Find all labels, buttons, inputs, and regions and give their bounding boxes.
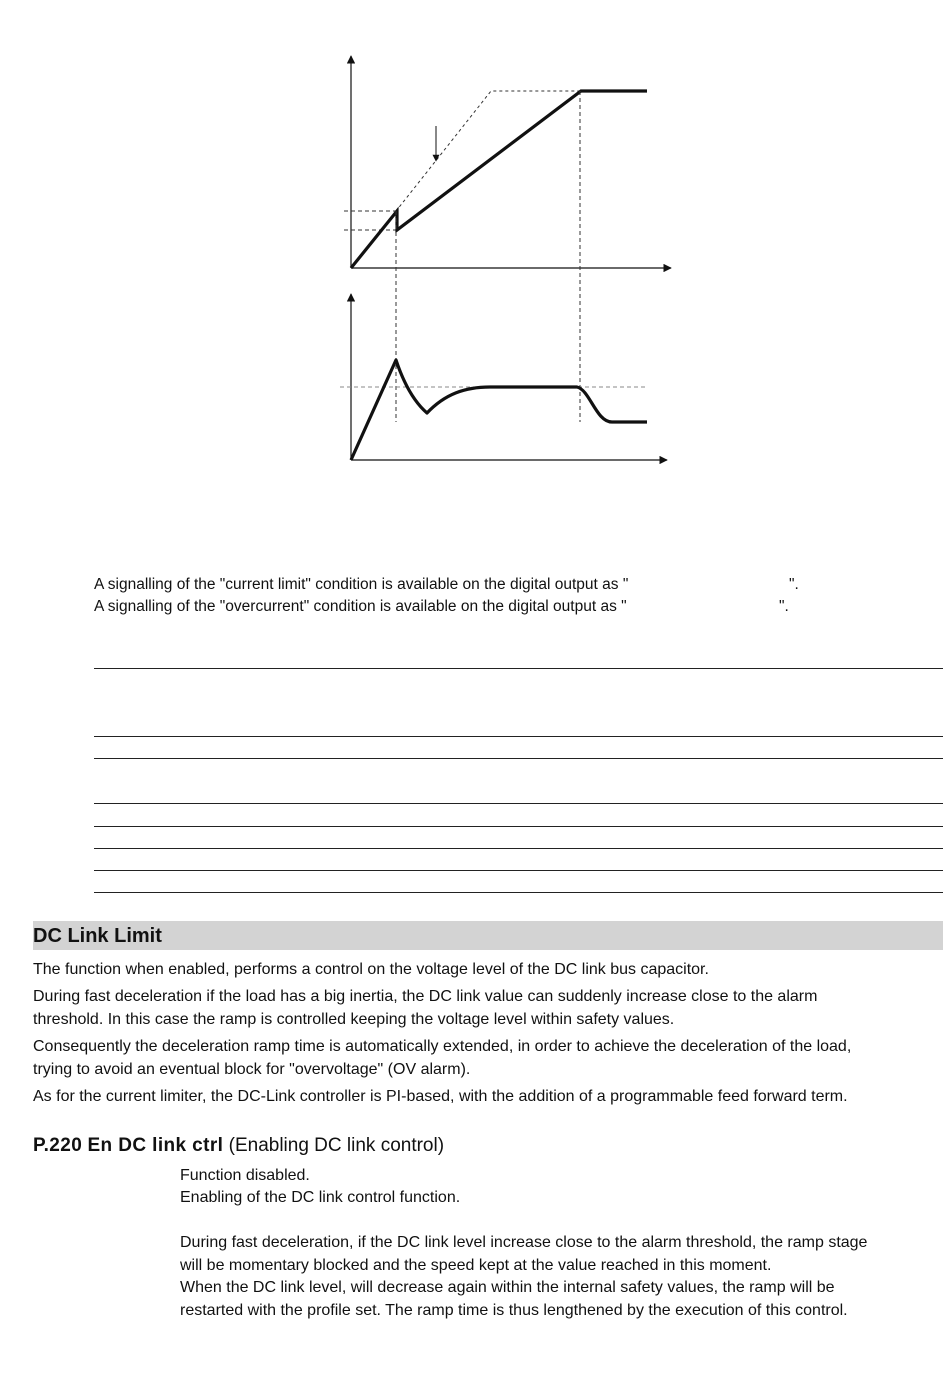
option-disabled: Function disabled. [180,1167,310,1184]
parameter-name: En DC link ctrl [87,1135,224,1156]
signal-line-current-limit [94,574,799,596]
signal-line-2-suffix: ". [779,598,789,615]
signal-line-2-prefix: A signalling of the "overcurrent" condition is available on the digital output as " [94,598,627,615]
table-rule [94,668,943,669]
paragraph-1: The function when enabled, performs a control on the voltage level of the DC link bus capacitor. [33,961,709,978]
note-line-3: When the DC link level, will decrease again within the internal safety values, the ramp will be [180,1279,835,1296]
table-rule [94,803,943,804]
paragraph-3-line-1: Consequently the deceleration ramp time is automatically extended, in order to achieve the deceleration of the load, [33,1038,852,1055]
top-speed-curve [351,91,647,268]
section-title: DC Link Limit [33,925,162,947]
note-line-4: restarted with the profile set. The ramp time is thus lengthened by the execution of this control. [180,1302,848,1319]
option-enabled: Enabling of the DC link control function. [180,1189,461,1206]
parameter-description: (Enabling DC link control) [228,1135,445,1156]
parameter-heading [33,1133,444,1159]
paragraph-3-line-2: trying to avoid an eventual block for "overvoltage" (OV alarm). [33,1061,471,1078]
paragraph-4: As for the current limiter, the DC-Link controller is PI-based, with the addition of a programmable feed forward term. [33,1088,848,1105]
paragraph-2-line-1: During fast deceleration if the load has a big inertia, the DC link value can suddenly increase close to the alarm [33,988,818,1005]
note-line-2: will be momentary blocked and the speed kept at the value reached in this moment. [180,1257,772,1274]
note-line-1: During fast deceleration, if the DC link level increase close to the alarm threshold, the ramp stage [180,1234,868,1251]
bottom-current-curve [351,360,647,460]
section-heading-bar [33,921,943,950]
current-limit-diagram [0,0,950,480]
table-rule [94,848,943,849]
table-rule [94,892,943,893]
parameter-code: P.220 [33,1135,83,1156]
table-rule [94,736,943,737]
paragraph-2-line-2: threshold. In this case the ramp is controlled keeping the voltage level within safety values. [33,1011,675,1028]
signal-line-1-suffix: ". [789,576,799,593]
table-rule [94,870,943,871]
table-rule [94,758,943,759]
table-rule [94,826,943,827]
signal-line-overcurrent [94,596,789,618]
signal-line-1-prefix: A signalling of the "current limit" condition is available on the digital output as " [94,576,629,593]
